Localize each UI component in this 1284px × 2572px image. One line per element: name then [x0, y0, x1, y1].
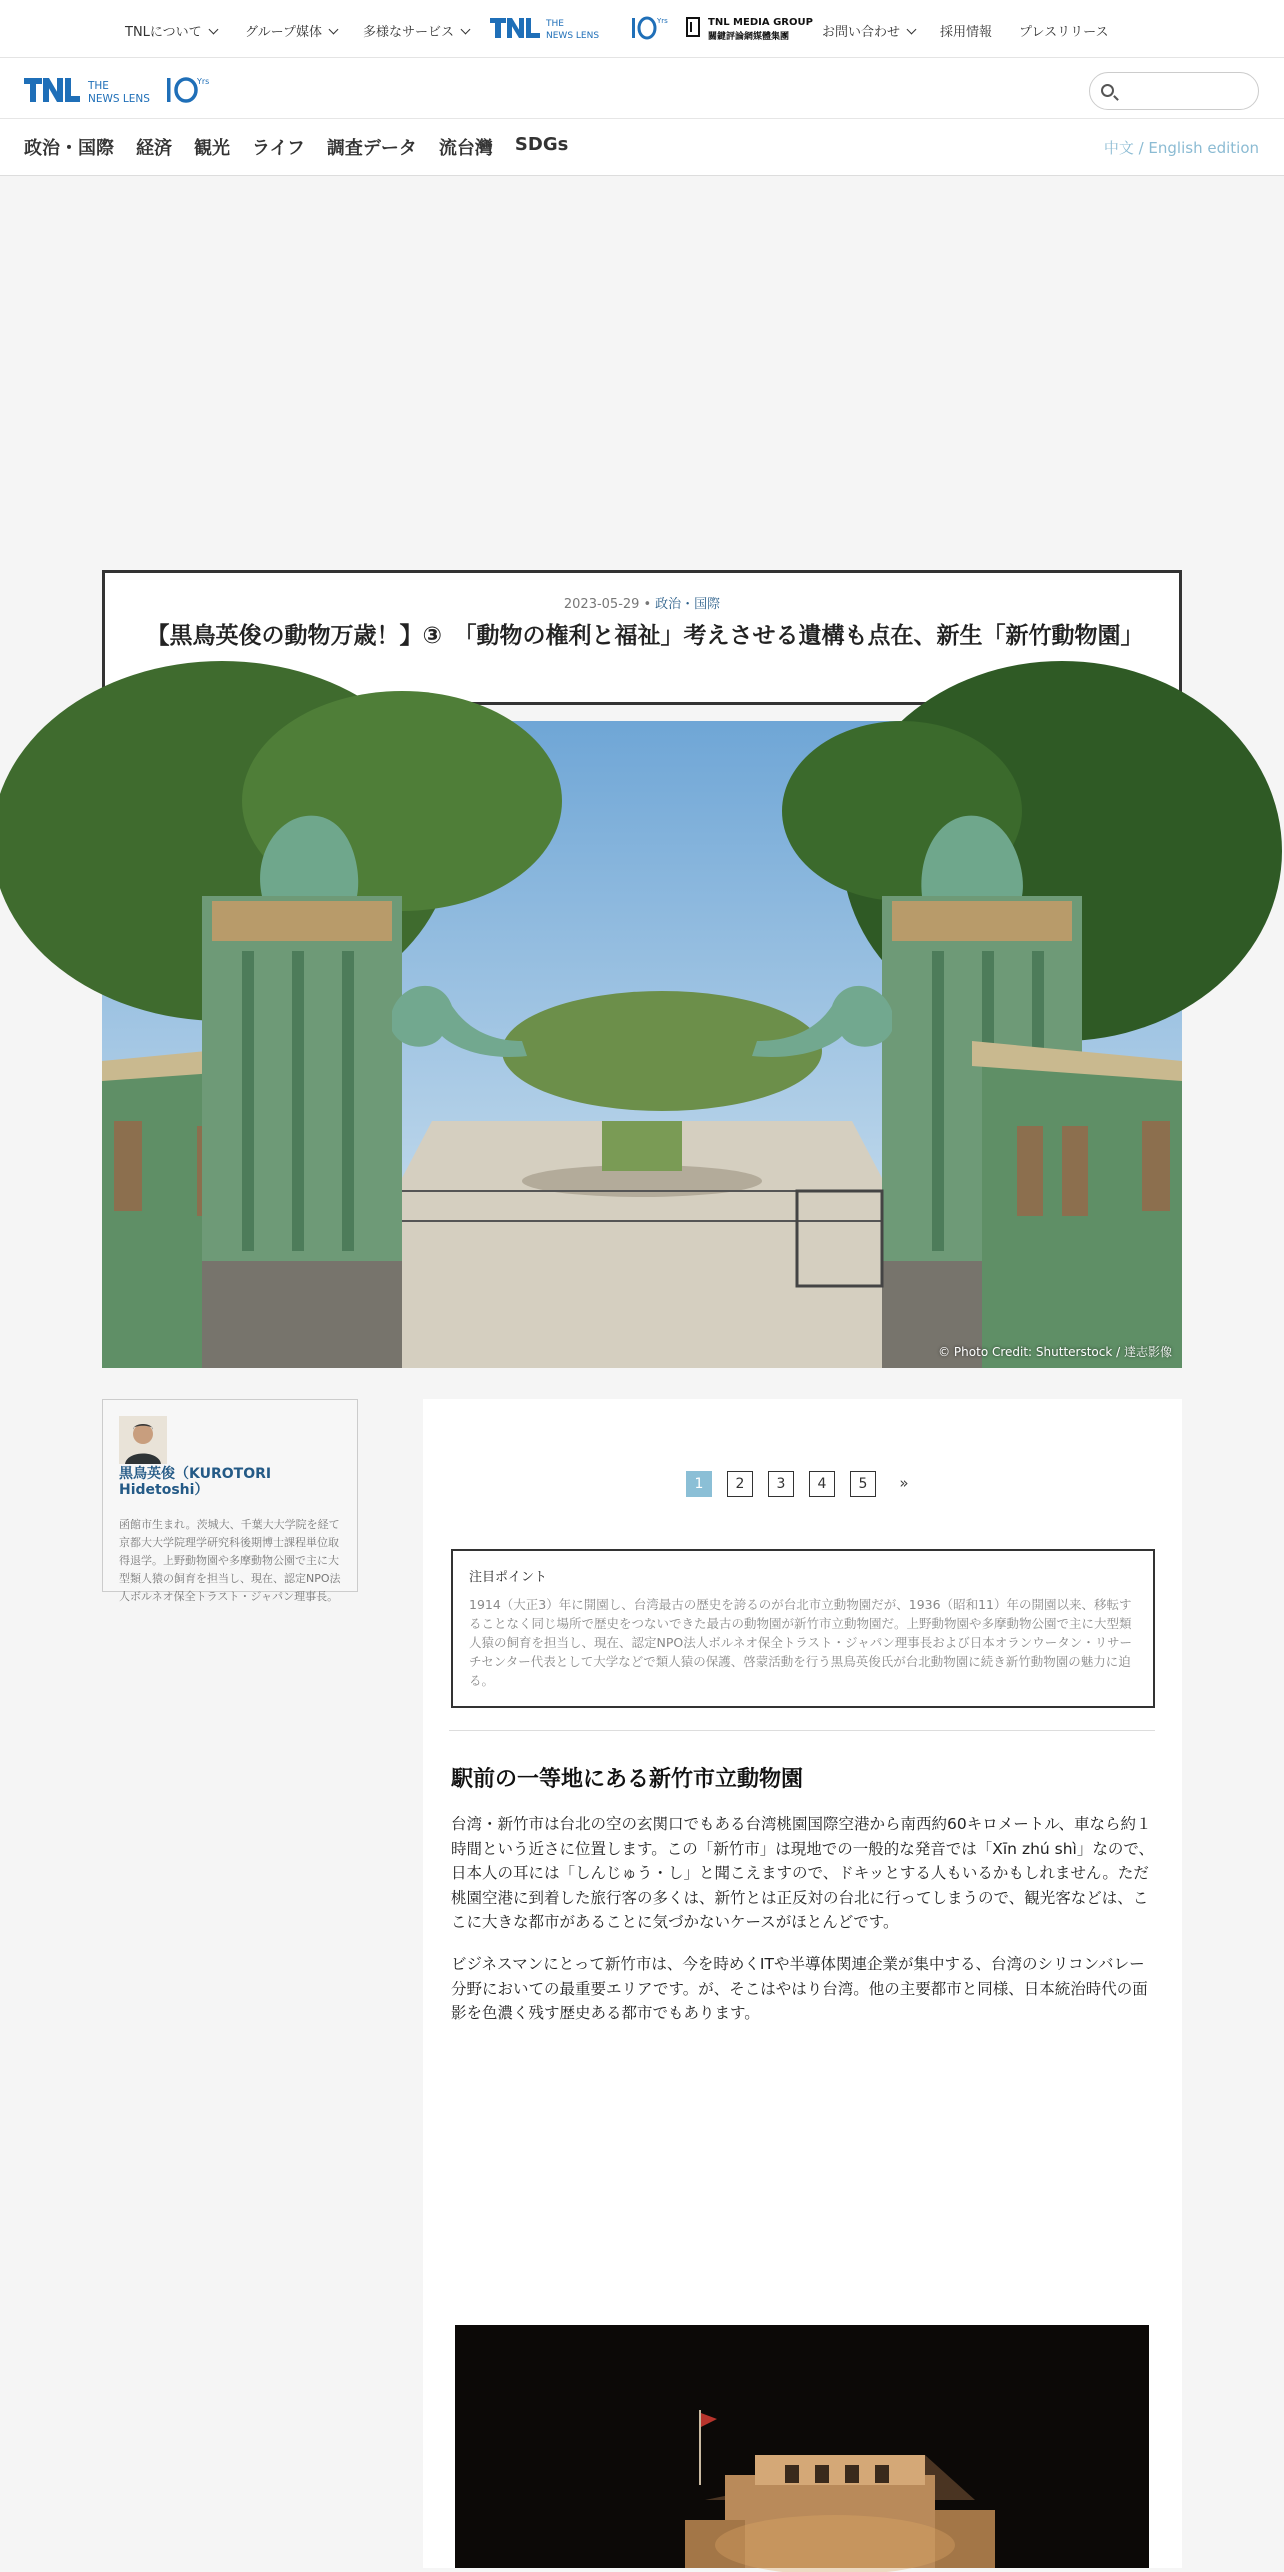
- tnl-logo[interactable]: [490, 14, 670, 42]
- page-1-button[interactable]: 1: [686, 1471, 712, 1497]
- divider: [449, 1730, 1155, 1731]
- chevron-down-icon: [329, 25, 339, 35]
- svg-text:Yrs: Yrs: [657, 17, 668, 25]
- nav-about[interactable]: TNLについて: [125, 21, 217, 40]
- author-bio: 函館市生まれ。茨城大、千葉大大学院を経て京都大大学院理学研究科後期博士課程単位取得退学。上野動物園や多摩動物公園で主に大型類人猿の飼育を担当し、現在、認定NPO法人ボルネオ保全トラスト・ジャパン理事長。: [119, 1518, 341, 1603]
- top-utility-bar: [0, 0, 1284, 58]
- search-icon: [1101, 84, 1114, 97]
- svg-text:NEWS LENS: NEWS LENS: [88, 93, 150, 105]
- svg-text:NEWS LENS: NEWS LENS: [546, 31, 600, 41]
- category-life[interactable]: ライフ: [252, 138, 305, 159]
- article-body: [423, 1399, 1182, 2568]
- site-logo[interactable]: [24, 72, 224, 108]
- tnl-media-group-logo[interactable]: TNL MEDIA GROUP 關鍵評論網媒體集團: [686, 14, 796, 42]
- article-meta: 2023-05-29 • 政治・国際: [563, 597, 721, 612]
- page-2-button[interactable]: 2: [727, 1471, 753, 1497]
- chevron-down-icon: [461, 25, 471, 35]
- nav-contact[interactable]: お問い合わせ: [822, 21, 915, 40]
- category-research-data[interactable]: 調査データ: [326, 138, 417, 159]
- avatar[interactable]: [119, 1416, 167, 1464]
- svg-text:THE: THE: [546, 19, 564, 29]
- section-heading: 駅前の一等地にある新竹市立動物園: [451, 1767, 804, 1792]
- author-photo: [119, 1416, 167, 1464]
- media-group-mark-icon: [686, 17, 700, 37]
- page-5-button[interactable]: 5: [850, 1471, 876, 1497]
- nav-group-media[interactable]: グループ媒体: [245, 21, 337, 40]
- page-3-button[interactable]: 3: [768, 1471, 794, 1497]
- author-card: [102, 1399, 358, 1603]
- article-category-link[interactable]: 政治・国際: [655, 597, 721, 612]
- next-page-button[interactable]: »: [899, 1474, 909, 1492]
- search-input[interactable]: [1124, 79, 1250, 103]
- photo-credit: © Photo Credit: Shutterstock / 達志影像: [938, 1345, 1172, 1359]
- page-4-button[interactable]: 4: [809, 1471, 835, 1497]
- article-date: 2023-05-29: [563, 597, 640, 612]
- author-name-link[interactable]: 黒鳥英俊（KUROTORI Hidetoshi）: [119, 1466, 272, 1498]
- focus-points-box: [451, 1549, 1155, 1708]
- hero-image: [102, 721, 1182, 1368]
- pagination: [686, 1471, 917, 1497]
- paragraph: 台湾・新竹市は台北の空の玄関口でもある台湾桃園国際空港から南西約60キロメートル、車なら約１時間という近さに位置します。この「新竹市」は現地での一般的な発音では「Xīn zhú shì」なので、日本人の耳には「しんじゅう・し」と聞こえますので、ドキッとする人もいるかもしれません。ただ桃園空港に到着した旅行客の多くは、新竹とは正反対の台北に行ってしまうので、観光客などは、ここに大きな都市があることに気づかないケースがほとんどです。: [451, 1815, 1155, 1931]
- site-header: [0, 58, 1284, 176]
- night-building-photo: [455, 2325, 1149, 2568]
- focus-points-body: 1914（大正3）年に開園し、台湾最古の歴史を誇るのが台北市立動物園だが、1936（昭和11）年の開園以来、移転することなく同じ場所で歴史をつないできた最古の動物園が新竹市立動物園だ。上野動物園や多摩動物公園で主に大型類人猿の飼育を担当し、現在、認定NPO法人ボルネオ保全トラスト・ジャパン理事長および日本オランウータン・リサーチセンター代表として大学などで類人猿の保護、啓蒙活動を行う黒鳥英俊氏が台北動物園に続き新竹動物園の魅力に迫る。: [469, 1597, 1132, 1688]
- nav-careers[interactable]: 採用情報: [940, 25, 993, 40]
- category-tourism[interactable]: 観光: [194, 138, 230, 159]
- chevron-down-icon: [907, 25, 917, 35]
- zoo-gate-photo: [102, 721, 1182, 1368]
- article-image: [455, 2325, 1149, 2568]
- category-economy[interactable]: 経済: [136, 138, 172, 159]
- category-liu-taiwan[interactable]: 流台灣: [438, 138, 493, 159]
- category-nav: [24, 134, 568, 160]
- nav-services[interactable]: 多様なサービス: [363, 21, 469, 40]
- nav-press-release[interactable]: プレスリリース: [1019, 25, 1109, 40]
- edition-switch-link[interactable]: 中文 / English edition: [1103, 139, 1259, 157]
- category-sdgs[interactable]: SDGs: [514, 134, 569, 155]
- category-politics[interactable]: 政治・国際: [24, 138, 114, 159]
- chevron-down-icon: [208, 25, 218, 35]
- article-title: 【黒鳥英俊の動物万歳！】③ 「動物の権利と福祉」考えさせる遺構も点在、新生「新竹動物園」: [146, 623, 1144, 649]
- focus-points-heading: 注目ポイント: [469, 1570, 548, 1585]
- svg-text:THE: THE: [88, 80, 109, 92]
- search-box[interactable]: [1089, 72, 1259, 110]
- paragraph: ビジネスマンにとって新竹市は、今を時めくITや半導体関連企業が集中する、台湾のシリコンバレー分野においての最重要エリアです。が、そこはやはり台湾。他の主要都市と同様、日本統治時代の面影を色濃く残す歴史ある都市でもあります。: [451, 1955, 1148, 2022]
- svg-text:Yrs: Yrs: [197, 77, 210, 86]
